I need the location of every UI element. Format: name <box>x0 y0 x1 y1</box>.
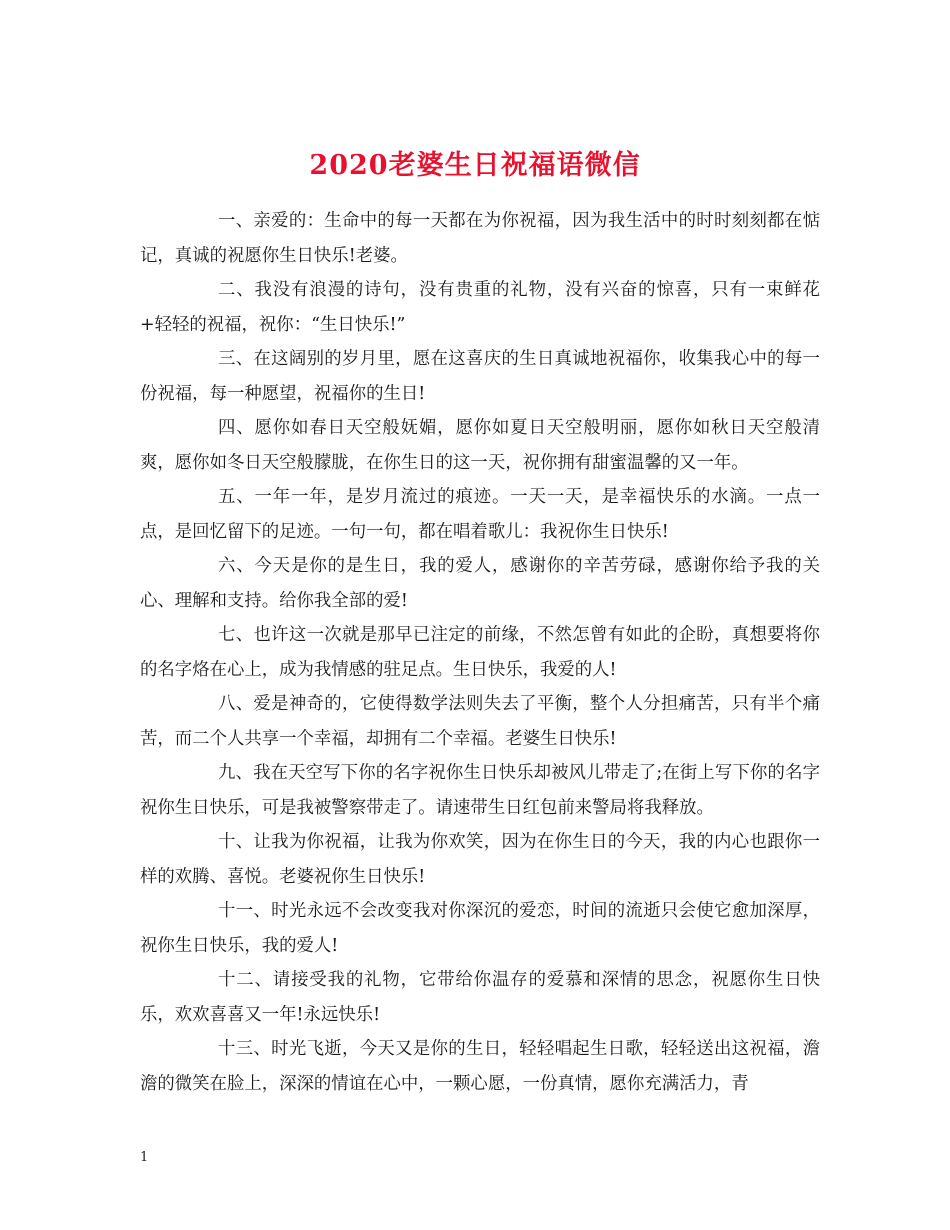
document-title: 2020老婆生日祝福语微信 <box>309 150 641 182</box>
paragraph: 五、一年一年，是岁月流过的痕迹。一天一天，是幸福快乐的水滴。一点一点，是回忆留下的足迹。一句一句，都在唱着歌儿：我祝你生日快乐! <box>140 487 820 542</box>
paragraph: 十、让我为你祝福，让我为你欢笑，因为在你生日的今天，我的内心也跟你一样的欢腾、喜悦。老婆祝你生日快乐! <box>140 832 820 887</box>
paragraph: 二、我没有浪漫的诗句，没有贵重的礼物，没有兴奋的惊喜，只有一束鲜花+轻轻的祝福，祝你：“生日快乐!” <box>140 280 820 335</box>
paragraph: 十一、时光永远不会改变我对你深沉的爱恋，时间的流逝只会使它愈加深厚，祝你生日快乐，我的爱人! <box>140 901 820 956</box>
paragraph: 一、亲爱的：生命中的每一天都在为你祝福，因为我生活中的时时刻刻都在惦记，真诚的祝愿你生日快乐!老婆。 <box>140 211 820 266</box>
paragraph: 十二、请接受我的礼物，它带给你温存的爱慕和深情的思念，祝愿你生日快乐，欢欢喜喜又一年!永远快乐! <box>140 970 820 1025</box>
paragraph: 四、愿你如春日天空般妩媚，愿你如夏日天空般明丽，愿你如秋日天空般清爽，愿你如冬日天空般朦胧，在你生日的这一天，祝你拥有甜蜜温馨的又一年。 <box>140 418 820 473</box>
paragraph: 九、我在天空写下你的名字祝你生日快乐却被风儿带走了;在街上写下你的名字祝你生日快乐，可是我被警察带走了。请速带生日红包前来警局将我释放。 <box>140 763 820 818</box>
paragraph: 十三、时光飞逝，今天又是你的生日，轻轻唱起生日歌，轻轻送出这祝福，澹澹的微笑在脸上，深深的情谊在心中，一颗心愿，一份真情，愿你充满活力，青 <box>140 1039 820 1094</box>
paragraph: 三、在这阔别的岁月里，愿在这喜庆的生日真诚地祝福你，收集我心中的每一份祝福，每一种愿望，祝福你的生日! <box>140 349 820 404</box>
paragraph: 七、也许这一次就是那早已注定的前缘，不然怎曾有如此的企盼，真想要将你的名字烙在心上，成为我情感的驻足点。生日快乐，我爱的人! <box>140 625 820 680</box>
document-body <box>140 204 820 1101</box>
paragraph: 八、爱是神奇的，它使得数学法则失去了平衡，整个人分担痛苦，只有半个痛苦，而二个人共享一个幸福，却拥有二个幸福。老婆生日快乐! <box>140 694 820 749</box>
page-number: 1 <box>140 1150 149 1165</box>
paragraph: 六、今天是你的是生日，我的爱人，感谢你的辛苦劳碌，感谢你给予我的关心、理解和支持。给你我全部的爱! <box>140 556 820 611</box>
